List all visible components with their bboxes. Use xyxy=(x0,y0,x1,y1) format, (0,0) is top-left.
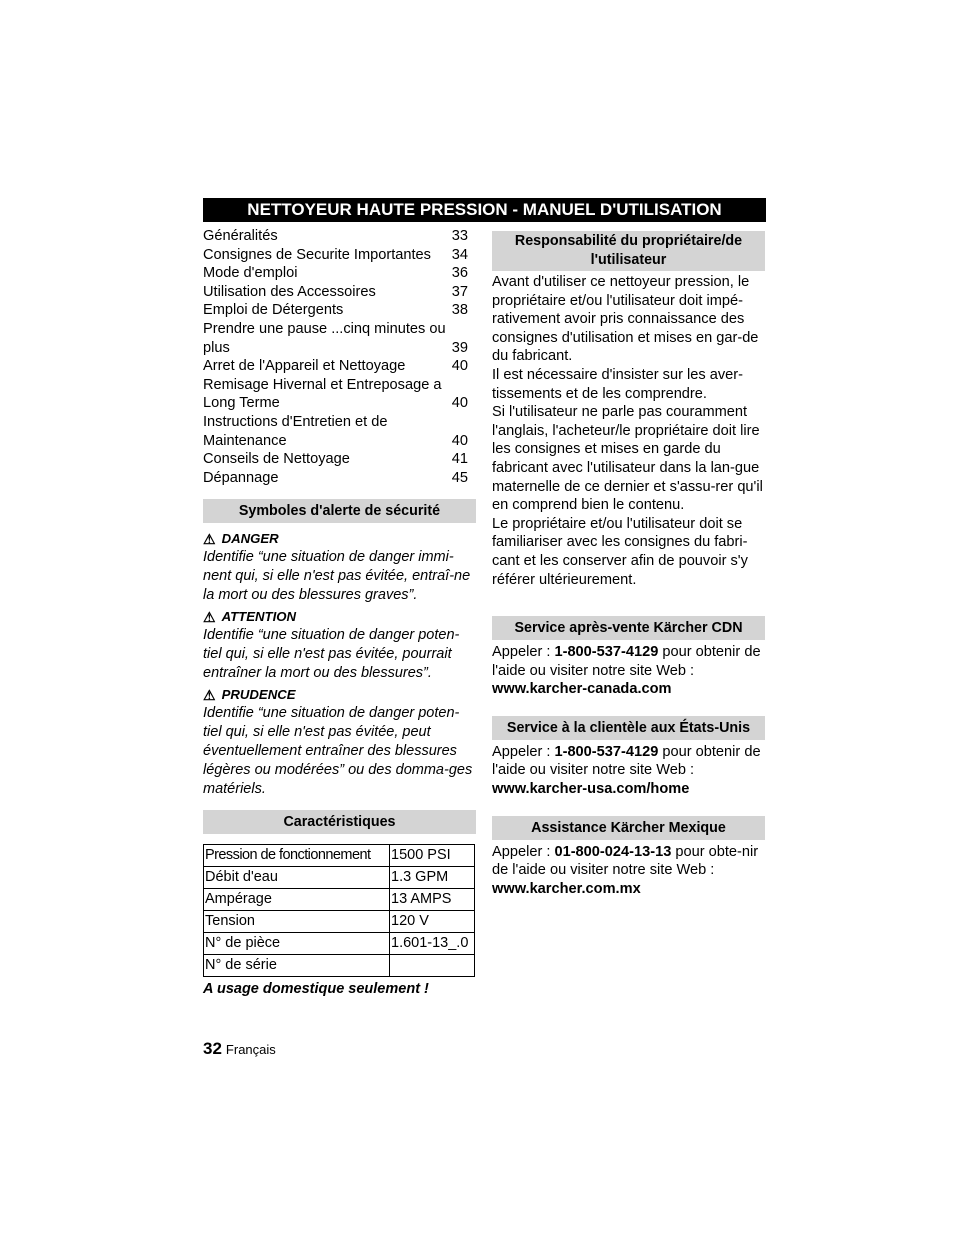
toc-item[interactable]: Conseils de Nettoyage 41 xyxy=(203,451,468,468)
table-row xyxy=(204,889,475,911)
spec-value: 1.3 GPM xyxy=(390,867,475,889)
table-row xyxy=(204,845,475,867)
toc-item[interactable]: Prendre une pause ...cinq minutes ou plus 39 xyxy=(203,320,468,356)
spec-label: Tension xyxy=(204,911,390,933)
toc-item[interactable]: Mode d'emploi 36 xyxy=(203,265,468,282)
manual-title-banner: NETTOYEUR HAUTE PRESSION - MANUEL D'UTILISATION xyxy=(203,198,766,222)
spec-value xyxy=(390,955,475,977)
website-link[interactable]: www.karcher.com.mx xyxy=(492,880,641,897)
domestic-use-note: A usage domestique seulement ! xyxy=(203,981,429,998)
toc-item[interactable]: Arret de l'Appareil et Nettoyage 40 xyxy=(203,358,468,375)
service-contact-mexico: Appeler : 01-800-024-13-13 pour obte-nir de l'aide ou visiter notre site Web : www.karcher.com.mx xyxy=(492,843,759,897)
phone-number[interactable]: 1-800-537-4129 xyxy=(554,743,659,760)
table-row xyxy=(204,911,475,933)
spec-value: 13 AMPS xyxy=(390,889,475,911)
phone-number[interactable]: 1-800-537-4129 xyxy=(554,644,659,661)
spec-label: N° de pièce xyxy=(204,933,390,955)
service-heading-usa: Service à la clientèle aux États-Unis xyxy=(492,716,765,740)
page-number: 32 xyxy=(203,1039,222,1058)
danger-label: ⚠ DANGER xyxy=(203,531,279,548)
toc-item[interactable]: Remisage Hivernal et Entreposage a Long Terme 40 xyxy=(203,376,468,412)
specs-table xyxy=(203,844,475,977)
page-footer xyxy=(203,1039,276,1059)
owner-paragraph: Avant d'utiliser ce nettoyeur pression, le propriétaire et/ou l'utilisateur doit impé-rativement avoir pris connaissance des consignes d'utilisation et mises en gar-de du fabricant. xyxy=(492,274,759,365)
service-heading-cdn: Service après-vente Kärcher CDN xyxy=(492,616,765,640)
table-row xyxy=(204,933,475,955)
service-contact-cdn: Appeler : 1-800-537-4129 pour obtenir de l'aide ou visiter notre site Web : www.karcher-canada.com xyxy=(492,644,761,698)
spec-label: Ampérage xyxy=(204,889,390,911)
toc-item[interactable]: Dépannage 45 xyxy=(203,469,468,486)
spec-label: N° de série xyxy=(204,955,390,977)
owner-paragraph: Le propriétaire et/ou l'utilisateur doit se familiariser avec les consignes du fabri-cant et les conserver afin de pouvoir s'y référer ultérieurement. xyxy=(492,515,748,588)
website-link[interactable]: www.karcher-canada.com xyxy=(492,681,672,698)
toc-item[interactable]: Consignes de Securite Importantes 34 xyxy=(203,246,468,263)
website-link[interactable]: www.karcher-usa.com/home xyxy=(492,781,690,798)
owner-responsibility-heading: Responsabilité du propriétaire/de l'utilisateur xyxy=(492,231,765,271)
left-column xyxy=(203,227,476,999)
warning-triangle-icon: ⚠ xyxy=(203,687,216,704)
table-row xyxy=(204,867,475,889)
right-column xyxy=(492,231,765,898)
specs-heading: Caractéristiques xyxy=(203,810,476,834)
attention-description: Identifie “une situation de danger poten-tiel qui, si elle n'est pas évitée, pourrait entraîner la mort ou des blessures”. xyxy=(203,627,460,682)
spec-value: 1.601-13_.0 xyxy=(390,933,475,955)
warning-triangle-icon: ⚠ xyxy=(203,531,216,548)
attention-label: ⚠ ATTENTION xyxy=(203,609,297,626)
language-label: Français xyxy=(225,1042,276,1057)
toc-item[interactable]: Utilisation des Accessoires 37 xyxy=(203,283,468,300)
owner-paragraph: Si l'utilisateur ne parle pas couramment l'anglais, l'acheteur/le propriétaire doit lire les consignes et mises en garde du fabricant avec l'utilisateur dans la lan-gue maternelle de ce dernier et s'assu-rer qu'il en comprend bien le contenu. xyxy=(492,404,763,514)
phone-number[interactable]: 01-800-024-13-13 xyxy=(554,843,672,860)
warning-triangle-icon: ⚠ xyxy=(203,609,216,626)
safety-symbols-heading: Symboles d'alerte de sécurité xyxy=(203,499,476,523)
spec-value: 1500 PSI xyxy=(390,845,475,867)
toc-item[interactable]: Généralités 33 xyxy=(203,228,468,244)
spec-value: 120 V xyxy=(390,911,475,933)
prudence-description: Identifie “une situation de danger poten-tiel qui, si elle n'est pas évitée, peut éventuellement entraîner des blessures légères ou modérées” ou des domma-ges matériels. xyxy=(203,705,473,798)
toc-item[interactable]: Instructions d'Entretien et de Maintenance 40 xyxy=(203,413,468,449)
owner-paragraph: Il est nécessaire d'insister sur les aver-tissements et de les comprendre. xyxy=(492,366,743,402)
spec-label: Débit d'eau xyxy=(204,867,390,889)
prudence-label: ⚠ PRUDENCE xyxy=(203,687,296,704)
service-contact-usa: Appeler : 1-800-537-4129 pour obtenir de l'aide ou visiter notre site Web : www.karcher-usa.com/home xyxy=(492,743,761,798)
table-of-contents xyxy=(203,227,476,487)
spec-label: Pression de fonctionnement xyxy=(204,845,390,867)
toc-item[interactable]: Emploi de Détergents 38 xyxy=(203,302,468,319)
table-row xyxy=(204,955,475,977)
danger-description: Identifie “une situation de danger immi-nent qui, si elle n'est pas évitée, entraî-ne la mort ou des blessures graves”. xyxy=(203,549,471,604)
service-heading-mexico: Assistance Kärcher Mexique xyxy=(492,816,765,840)
